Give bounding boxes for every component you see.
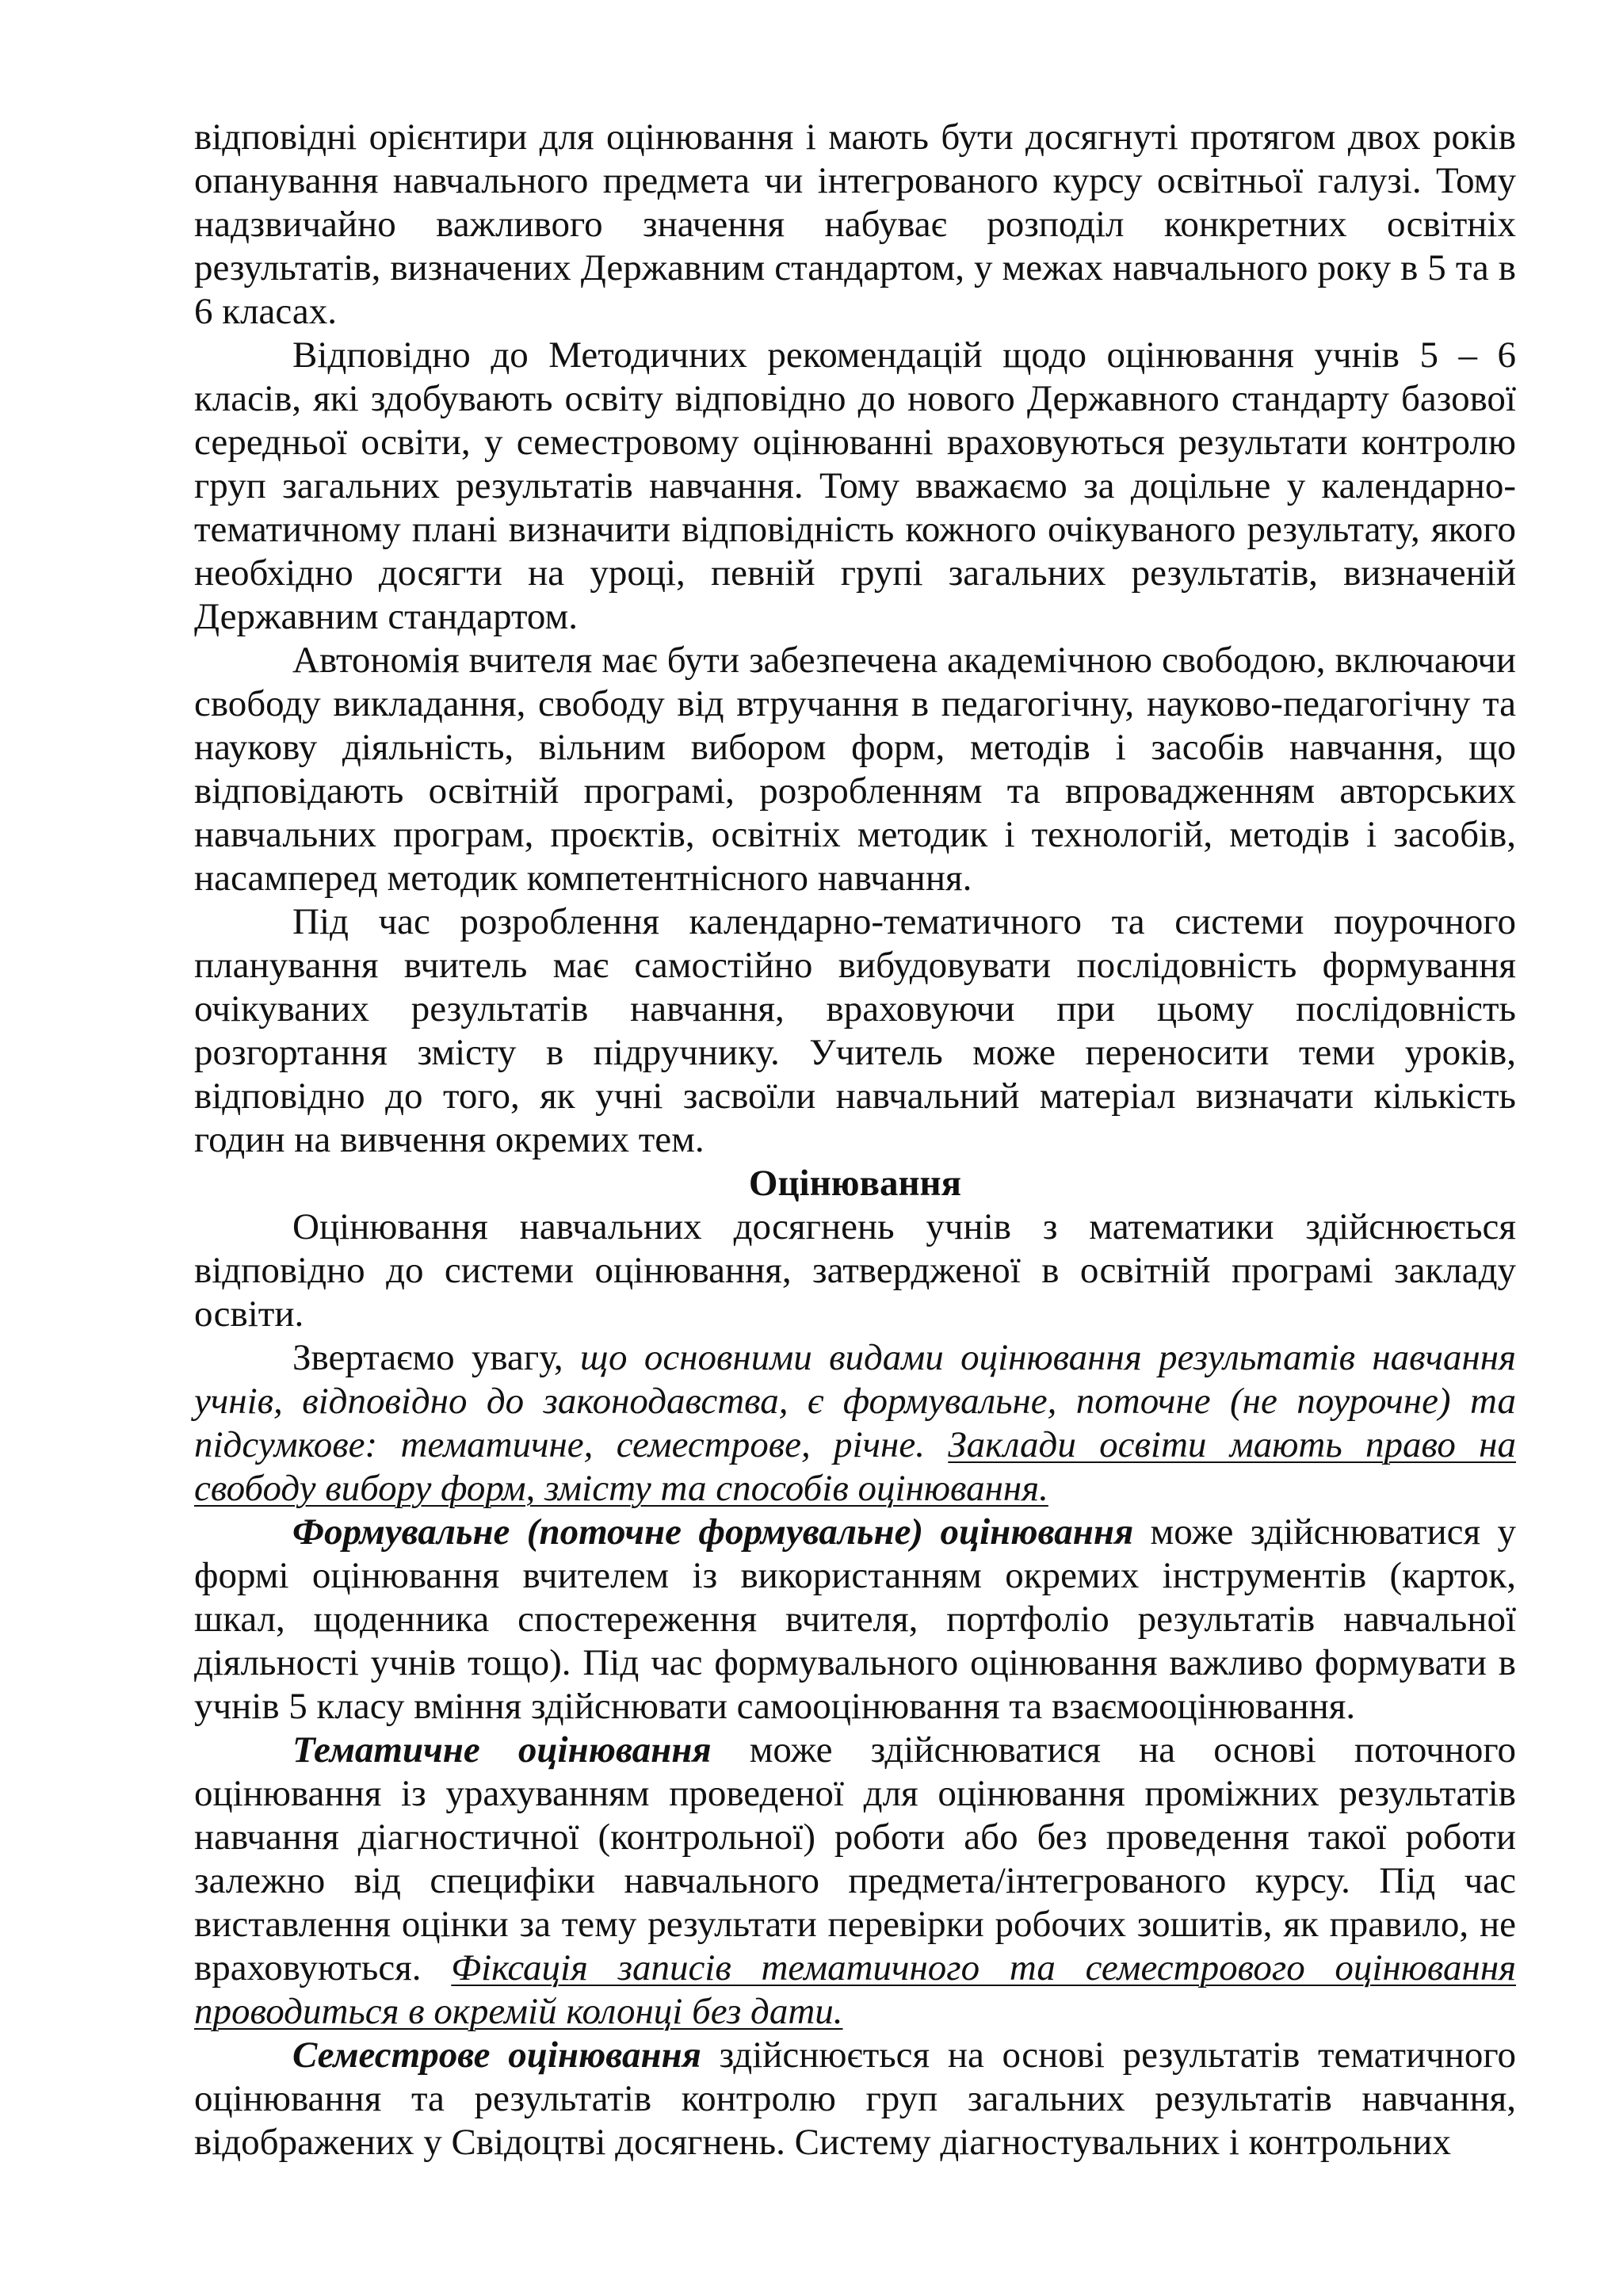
paragraph-2: Відповідно до Методичних рекомендацій щодо оцінювання учнів 5 – 6 класів, які здобувають освіту відповідно до нового Державного стандарту базової середньої освіти, у семестровому оцінюванні враховуються результати контролю груп загальних результатів навчання. Тому вважаємо за доцільне у календарно-тематичному плані визначити відповідність кожного очікуваного результату, якого необхідно досягти на уроці, певній групі загальних результатів, визначеній Державним стандартом. [194, 334, 1516, 637]
paragraph-6-italic: що основними видами оцінювання результатів навчання учнів, відповідно до законодавства, є формувальне, поточне (не поурочне) та підсумкове: тематичне, семестрове, річне. [194, 1337, 1516, 1465]
paragraph-6-intro: Звертаємо увагу, [292, 1337, 580, 1378]
section-heading: Оцінювання [748, 1163, 962, 1204]
paragraph-7 [194, 1511, 1516, 1729]
paragraph-1: відповідні орієнтири для оцінювання і мають бути досягнуті протягом двох років опанування навчального предмета чи інтегрованого курсу освітньої галузі. Тому надзвичайно важливого значення набуває розподіл конкретних освітніх результатів, визначених Державним стандартом, у межах навчального року в 5 та в 6 класах. [194, 117, 1516, 332]
paragraph-7-text: може здійснюватися у формі оцінювання вчителем із використанням окремих інструментів (карток, шкал, щоденника спостереження вчителя, портфоліо результатів навчальної діяльності учнів тощо). Під час формувального оцінювання важливо формувати в учнів 5 класу вміння здійснювати самооцінювання та взаємооцінювання. [194, 1511, 1516, 1727]
paragraph-4: Під час розроблення календарно-тематичного та системи поурочного планування вчитель має самостійно вибудовувати послідовність формування очікуваних результатів навчання, враховуючи при цьому послідовність розгортання змісту в підручнику. Учитель може переносити теми уроків, відповідно до того, як учні засвоїли навчальний матеріал визначати кількість годин на вивчення окремих тем. [194, 901, 1516, 1160]
paragraph-5: Оцінювання навчальних досягнень учнів з математики здійснюється відповідно до системи оцінювання, затвердженої в освітній програмі закладу освіти. [194, 1206, 1516, 1335]
paragraph-9 [194, 2034, 1516, 2164]
document-page [194, 116, 1516, 2164]
paragraph-8-underlined: Фіксація записів тематичного та семестрового оцінювання проводиться в окремій колонці без дати. [194, 1947, 1516, 2032]
term-thematic: Тематичне оцінювання [292, 1729, 712, 1771]
paragraph-6-underlined: Заклади освіти мають право на свободу вибору форм, змісту та способів оцінювання. [194, 1424, 1516, 1509]
paragraph-8-text: може здійснюватися на основі поточного оцінювання із урахуванням проведеної для оцінювання проміжних результатів навчання діагностичної (контрольної) роботи або без проведення такої роботи залежно від специфіки навчального предмета/інтегрованого курсу. Під час виставлення оцінки за тему результати перевірки робочих зошитів, як правило, не враховуються. [194, 1729, 1516, 1988]
paragraph-8 [194, 1729, 1516, 2034]
paragraph-6 [194, 1336, 1516, 1511]
term-semester: Семестрове оцінювання [292, 2034, 701, 2076]
paragraph-9-text: здійснюється на основі результатів тематичного оцінювання та результатів контролю груп загальних результатів навчання, відображених у Свідоцтві досягнень. Систему діагностувальних і контрольних [194, 2034, 1516, 2163]
term-formative: Формувальне (поточне формувальне) оцінювання [292, 1511, 1134, 1553]
paragraph-3: Автономія вчителя має бути забезпечена академічною свободою, включаючи свободу викладання, свободу від втручання в педагогічну, науково-педагогічну та наукову діяльність, вільним вибором форм, методів і засобів навчання, що відповідають освітній програмі, розробленням та впровадженням авторських навчальних програм, проєктів, освітніх методик і технологій, методів і засобів, насамперед методик компетентнісного навчання. [194, 640, 1516, 899]
